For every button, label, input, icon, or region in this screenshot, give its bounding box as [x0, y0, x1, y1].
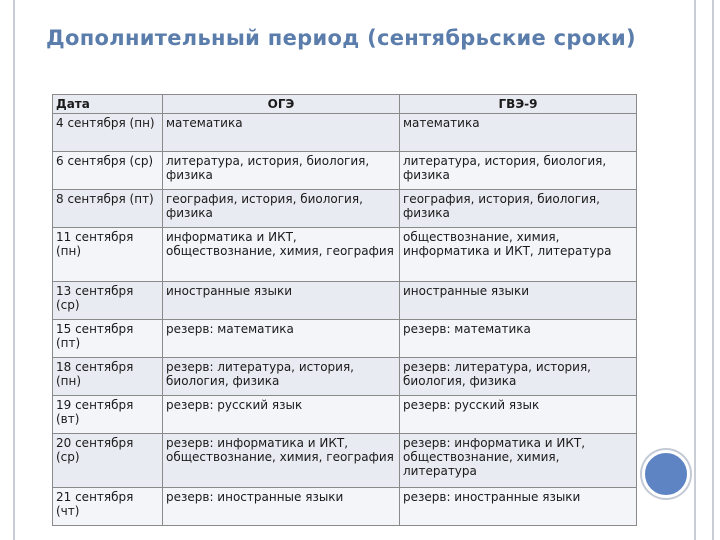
table-row [53, 358, 637, 396]
cell-gve9: резерв: иностранные языки [400, 488, 637, 526]
cell-date: 21 сентября (чт) [53, 488, 163, 526]
cell-gve9: резерв: литература, история, биология, физика [400, 358, 637, 396]
page-title: Дополнительный период (сентябрьские сроки) [46, 26, 636, 50]
cell-gve9: иностранные языки [400, 282, 637, 320]
table-row [53, 282, 637, 320]
cell-gve9: литература, история, биология, физика [400, 152, 637, 190]
cell-oge: резерв: математика [163, 320, 400, 358]
table-row [53, 320, 637, 358]
cell-oge: география, история, биология, физика [163, 190, 400, 228]
right-border-band [694, 0, 714, 540]
table-row [53, 228, 637, 282]
cell-date: 8 сентября (пт) [53, 190, 163, 228]
table-row [53, 396, 637, 434]
cell-oge: резерв: литература, история, биология, физика [163, 358, 400, 396]
cell-oge: резерв: информатика и ИКТ, обществознание, химия, география [163, 434, 400, 488]
table-row [53, 488, 637, 526]
cell-date: 19 сентября (вт) [53, 396, 163, 434]
cell-oge: математика [163, 114, 400, 152]
cell-date: 20 сентября (ср) [53, 434, 163, 488]
cell-gve9: география, история, биология, физика [400, 190, 637, 228]
cell-gve9: обществознание, химия, информатика и ИКТ, литература [400, 228, 637, 282]
decorative-circle [642, 450, 690, 498]
cell-oge: резерв: иностранные языки [163, 488, 400, 526]
cell-oge: резерв: русский язык [163, 396, 400, 434]
table-header-row [53, 95, 637, 114]
header-gve9: ГВЭ-9 [400, 95, 637, 114]
table-row [53, 190, 637, 228]
cell-gve9: резерв: русский язык [400, 396, 637, 434]
table-row [53, 152, 637, 190]
cell-date: 4 сентября (пн) [53, 114, 163, 152]
cell-oge: информатика и ИКТ, обществознание, химия, география [163, 228, 400, 282]
header-date: Дата [53, 95, 163, 114]
cell-gve9: резерв: информатика и ИКТ, обществознание, химия, литература [400, 434, 637, 488]
cell-date: 13 сентября (ср) [53, 282, 163, 320]
cell-date: 15 сентября (пт) [53, 320, 163, 358]
cell-oge: иностранные языки [163, 282, 400, 320]
cell-date: 11 сентября (пн) [53, 228, 163, 282]
left-border-line [13, 0, 15, 540]
cell-gve9: резерв: математика [400, 320, 637, 358]
cell-gve9: математика [400, 114, 637, 152]
header-oge: ОГЭ [163, 95, 400, 114]
exam-schedule-table [52, 94, 637, 526]
table-row [53, 434, 637, 488]
cell-oge: литература, история, биология, физика [163, 152, 400, 190]
cell-date: 18 сентября (пн) [53, 358, 163, 396]
table-row [53, 114, 637, 152]
cell-date: 6 сентября (ср) [53, 152, 163, 190]
